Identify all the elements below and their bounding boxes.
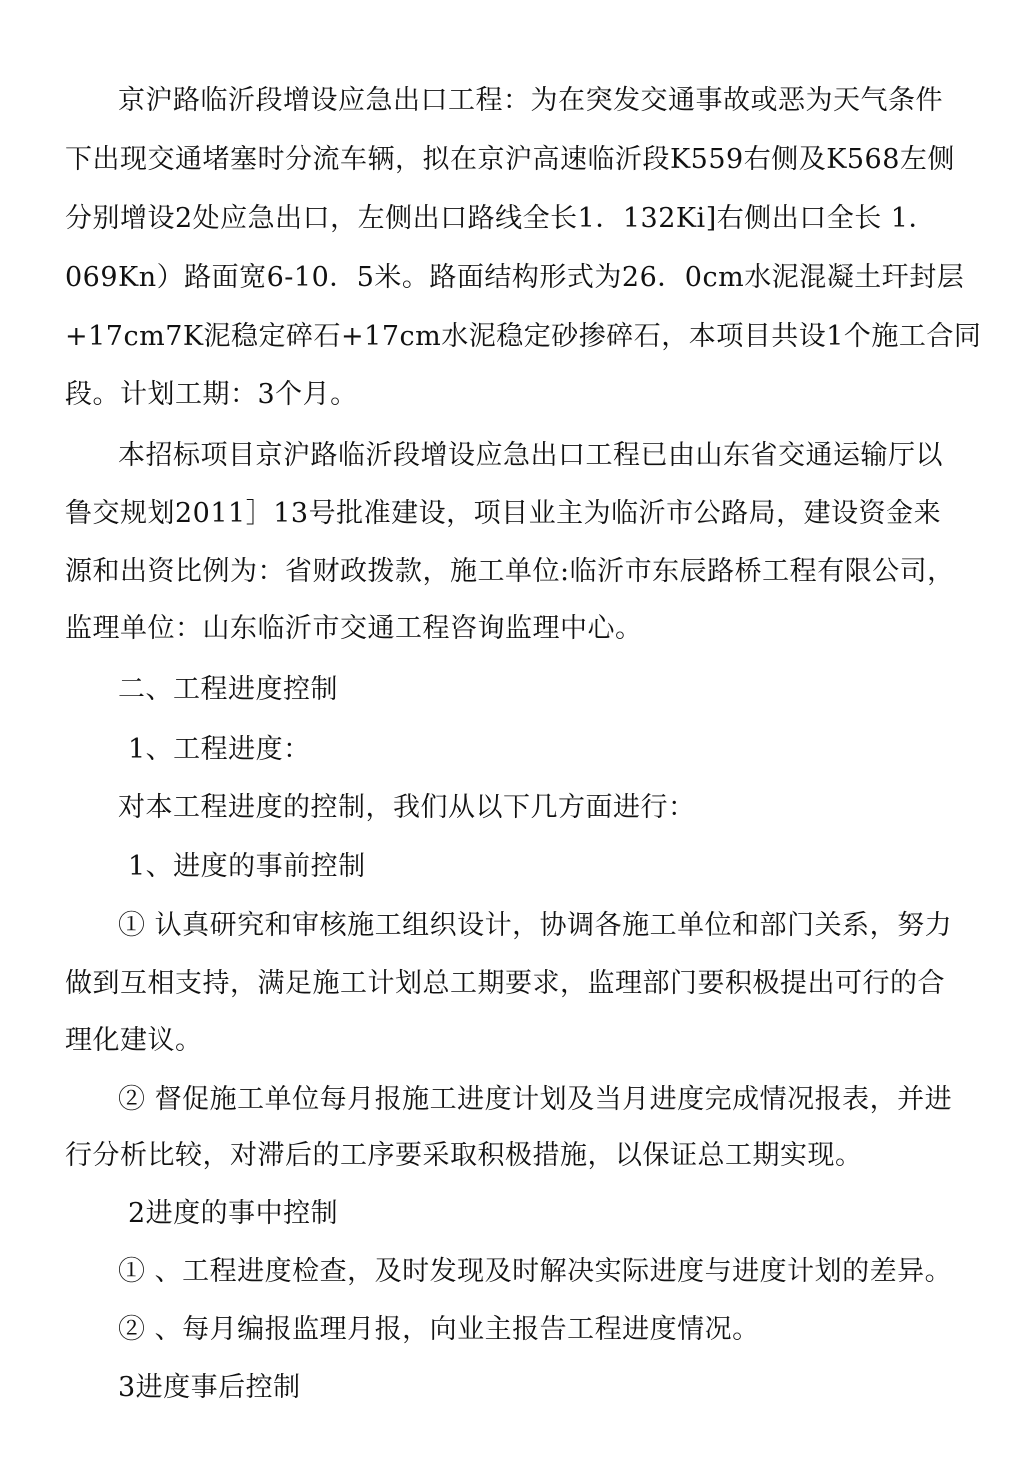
item-1-line-1: ① 认真研究和审核施工组织设计，协调各施工单位和部门关系，努力 <box>118 910 953 941</box>
item-3: ① 、工程进度检查，及时发现及时解决实际进度与进度计划的差异。 <box>118 1256 953 1287</box>
heading-1: 1、工程进度： <box>128 734 311 765</box>
paragraph-2-line-4: 监理单位：山东临沂市交通工程咨询监理中心。 <box>65 613 643 644</box>
paragraph-1-line-5: +17cm7K泥稳定碎石+17cm水泥稳定砂掺碎石，本项目共设1个施工合同 <box>65 321 982 352</box>
paragraph-2-line-2: 鲁交规划2011］13号批准建设，项目业主为临沂市公路局，建设资金来 <box>65 498 942 529</box>
item-4: ② 、每月编报监理月报，向业主报告工程进度情况。 <box>118 1314 760 1345</box>
heading-1-3: 3进度事后控制 <box>118 1372 301 1403</box>
paragraph-1-line-3: 分别增设2处应急出口，左侧出口路线全长1．132Ki]右侧出口全长 1． <box>65 203 936 234</box>
item-1-line-3: 理化建议。 <box>65 1025 203 1056</box>
paragraph-1-line-6: 段。计划工期：3个月。 <box>65 379 358 410</box>
item-2-line-1: ② 督促施工单位每月报施工进度计划及当月进度完成情况报表，并进 <box>118 1084 953 1115</box>
heading-1-1: 1、进度的事前控制 <box>128 851 366 882</box>
paragraph-2-line-1: 本招标项目京沪路临沂段增设应急出口工程已由山东省交通运输厅以 <box>118 440 943 471</box>
section-2-heading: 二、工程进度控制 <box>118 674 338 705</box>
paragraph-1-line-4: 069Kn）路面宽6-10．5米。路面结构形式为26．0cm水泥混凝土玕封层 <box>65 262 965 293</box>
item-1-line-2: 做到互相支持，满足施工计划总工期要求，监理部门要积极提出可行的合 <box>65 968 945 999</box>
paragraph-2-line-3: 源和出资比例为：省财政拨款，施工单位:临沂市东辰路桥工程有限公司， <box>65 556 955 587</box>
paragraph-1-line-1: 京沪路临沂段增设应急出口工程：为在突发交通事故或恶为天气条件 <box>118 85 943 116</box>
heading-1-2: 2进度的事中控制 <box>128 1198 339 1229</box>
item-2-line-2: 行分析比较，对滞后的工序要采取积极措施，以保证总工期实现。 <box>65 1140 863 1171</box>
paragraph-1-line-2: 下出现交通堵塞时分流车辆，拟在京沪高速临沂段K559右侧及K568左侧 <box>65 144 955 175</box>
intro-text: 对本工程进度的控制，我们从以下几方面进行： <box>118 792 696 823</box>
